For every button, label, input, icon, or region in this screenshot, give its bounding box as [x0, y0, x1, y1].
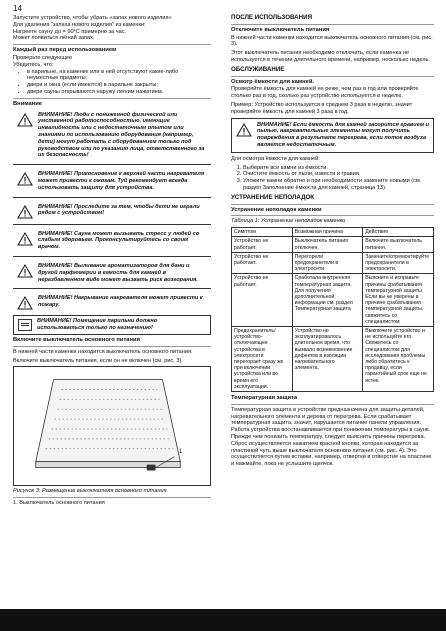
footer-bar — [0, 609, 446, 631]
power-off-text: Этот выключатель питания необходимо отключить, если каменка не используется в течении длительного времени, например, несколько недель. — [231, 50, 431, 63]
divider — [231, 24, 434, 25]
warning-icon — [17, 172, 33, 186]
daily-list — [13, 69, 211, 96]
warning-block — [13, 109, 211, 163]
divider — [13, 497, 211, 498]
divider — [231, 215, 434, 216]
warning-block — [13, 168, 211, 194]
divider — [13, 288, 211, 289]
warning-icon — [17, 264, 33, 278]
stone-warning-block — [231, 118, 434, 153]
list-item: 1. Выберите все камни из ёмкости. — [243, 165, 434, 172]
troubleshoot-heading: УСТРАНЕНИЕ НЕПОЛАДОК — [231, 193, 315, 201]
column-header: Действие — [363, 228, 434, 237]
power-off-text: В нижней части каменки находится выключатель основного питания (см. рис. 3). — [231, 34, 433, 48]
figure-legend: 1. Выключатель основного питания — [13, 500, 105, 507]
table-cell: Замените/отремонтируйте предохранители в электросети. — [363, 252, 434, 274]
list-item: • в парильне, на каменке или в ней отсутствуют какие-либо неуместные предметы; — [27, 69, 211, 83]
warning-block — [13, 292, 211, 313]
switch-text: Включите выключатель питания, если он не включен (см. рис. 3). — [13, 357, 183, 364]
note-block — [13, 315, 211, 335]
figure-callout-number: 1 — [179, 449, 183, 456]
table-cell: Включите выключатель питания. — [363, 237, 434, 252]
column-header: Симптом — [232, 228, 293, 237]
left-column — [13, 15, 211, 507]
table-header-row — [232, 228, 434, 237]
warning-text: ВНИМАНИЕ! Прикосновение к верхней части нагревателя может привести к ожогам. Туй рекомендует всегда использовать защиту для устройства. — [38, 171, 205, 191]
table-row — [232, 252, 434, 274]
divider — [231, 76, 434, 77]
warning-text: ВНИМАНИЕ! Накрывание нагревателя может привести к пожару. — [38, 295, 203, 309]
daily-check: Проверьте следующее — [13, 54, 73, 61]
intro-line: Для удаления "запаха нового изделия" из каменки: — [13, 21, 146, 28]
note-icon — [18, 319, 32, 331]
troubleshooting-table — [231, 227, 434, 392]
heater-trouble-heading: Устранение неполадок каменки — [231, 206, 322, 213]
intro-line: Может появиться лёгкий запах. — [13, 35, 95, 42]
column-header: Возможная причина — [292, 228, 363, 237]
inspect-intro: Для осмотра ёмкости для камней: — [231, 155, 320, 162]
divider — [13, 44, 211, 45]
power-off-heading: Отключите выключатель питания — [231, 26, 330, 33]
table-cell: Выясните и исправьте причины срабатывания температурной защиты. Если вы не уверены в причине срабатывания температурной защиты, свяжитесь со специалистом — [363, 274, 434, 327]
warning-text: ВНИМАНИЕ! Люди с пониженной физической или умственной работоспособностью, имеющие инвалидность или с недостаточным опытом или знаниями по использованию оборудования (например, дети) могут работать с оборудованием только под руководством или по указанию лица, ответственного за их безопасность! — [38, 111, 205, 159]
table-row — [232, 326, 434, 391]
warning-block — [13, 201, 211, 222]
divider — [231, 404, 434, 405]
divider — [13, 164, 211, 165]
heater-figure — [13, 366, 211, 486]
temp-heading: Температурная защита — [231, 395, 298, 401]
table-cell: Выключатель питания отключен. — [292, 237, 363, 252]
divider — [13, 224, 211, 225]
after-use-heading: ПОСЛЕ ИСПОЛЬЗОВАНИЯ — [231, 14, 313, 21]
intro-block — [13, 15, 211, 42]
daily-ensure: Убедитесь, что: — [13, 61, 54, 68]
table-cell: Перегорели предохранители в электросети. — [292, 252, 363, 274]
divider — [13, 256, 211, 257]
stone-heading: Осмотр ёмкости для камней. — [231, 78, 315, 85]
table-cell: Устройство не работает. — [232, 252, 293, 274]
warning-block — [13, 260, 211, 286]
switch-heading: Включите выключатель основного питания — [13, 336, 140, 343]
warning-text: ВНИМАНИЕ! Проследите за тем, чтобы дети не играли рядом с устройством! — [38, 203, 200, 217]
intro-line: Запустите устройство, чтобы убрать «запах нового изделия» — [13, 15, 172, 21]
warning-text: ВНИМАНИЕ! Если ёмкость для камней засорится гравием и пылью, нагревательные элементы могут получить повреждения в результате перегрева, если поток воздуха является недостаточным. — [257, 121, 429, 148]
warning-text: ВНИМАНИЕ! Выливание ароматизаторов для бани и другой парфюмерии в емкость для камней в неразбавленном виде может вызвать риск возгорания. — [38, 262, 198, 283]
list-item: 2. Очистите ёмкость от пыли, извести и гравия. — [243, 171, 434, 178]
list-item: 3. Уложите камни обратно и при необходимости замените новыми (см. раздел Заполнение ёмкости для камней, страница 13). — [243, 178, 434, 192]
warning-block — [13, 228, 211, 254]
divider — [13, 98, 211, 99]
divider — [231, 204, 434, 205]
warning-icon — [17, 205, 33, 219]
warning-icon — [236, 123, 252, 137]
note-text: ВНИМАНИЕ! Помещение парильни должно использоваться только по назначению! — [37, 318, 158, 332]
table-cell: Выключите устройство и не используйте его. Свяжитесь со специалистом для исследования проблемы либо обратитесь к продавцу, если гарантийный срок еще не истек. — [363, 326, 434, 391]
service-heading: ОБСЛУЖИВАНИЕ — [231, 65, 285, 73]
intro-line: Нагреете сауну до = 90°С примерно за час. — [13, 28, 127, 35]
heater-illustration — [14, 367, 210, 485]
table-cell: Сработала внутренняя температурная защита. Для получения дополнительной информации см. раздел Температурная защита — [292, 274, 363, 327]
table-cell: Устройство не работает. — [232, 237, 293, 252]
inspect-steps — [231, 165, 434, 192]
table-cell: Устройство не работает. — [232, 274, 293, 327]
warning-text: ВНИМАНИЕ! Сауна может вызывать стресс у людей со слабым здоровьем. Проконсультируйтесь со своим врачом. — [38, 230, 200, 251]
divider — [13, 197, 211, 198]
figure-caption: Рисунок 3: Размещение выключателя основного питания — [13, 488, 167, 495]
list-item: • двери сауны открываются наружу легким нажатием. — [27, 89, 211, 96]
daily-heading: Каждый раз перед использованием — [13, 47, 117, 54]
right-column — [231, 15, 434, 470]
warning-icon — [17, 232, 33, 246]
list-item: • двери и окна (если имеются) в парильне закрыты; — [27, 82, 211, 89]
stone-text: Проверяйте ёмкость для камней не реже, чем раз в год или проверяйте столько раз в год, сколько раз устройство используется в неделю. — [231, 86, 419, 100]
attention-heading: Внимание — [13, 100, 42, 107]
table-cell: Предохранитель/ устройство-отключающее устройства в электросети перегорает сразу же при включении устройства или во время его эксплуатации. — [232, 326, 293, 391]
table-cell: Устройство не эксплуатировалось длительное время, что вызвало возникновение дефектов в изоляции нагревательного элемента. — [292, 326, 363, 391]
table-row — [232, 274, 434, 327]
table-title: Таблица 1: Устранение неполадок каменки — [231, 218, 346, 225]
warning-icon — [17, 113, 33, 127]
divider — [13, 346, 211, 347]
stone-text: Пример: Устройство используется в среднем 3 раза в неделю, значит проверяйте ёмкость для камней 3 раза в год. — [231, 101, 413, 115]
table-row — [232, 237, 434, 252]
temp-text: Температурная защита в устройстве предназначена для защиты деталей, нагревательного элемента и дерева от перегрева. Если срабатывает температурная защита, значит, нарушается питание панели управления. Работа устройства восстанавливается при понижении температуры в сауне. Прежде чем понизить температуру, следует выяснить причины перегрева. Сброс осуществляется нажатием красной кнопки, которая находится за пластиной чуть выше выключателя основного питания (см. рис. 4). Это осуществляется путем вставки, например, отвертки в отверстие на пластине и нажмайте, пока не услышите щелчок. — [231, 406, 432, 468]
page-number: 14 — [13, 4, 22, 13]
switch-text: В нижней части каменки находится выключатель основного питания. — [13, 348, 193, 355]
warning-icon — [17, 296, 33, 310]
